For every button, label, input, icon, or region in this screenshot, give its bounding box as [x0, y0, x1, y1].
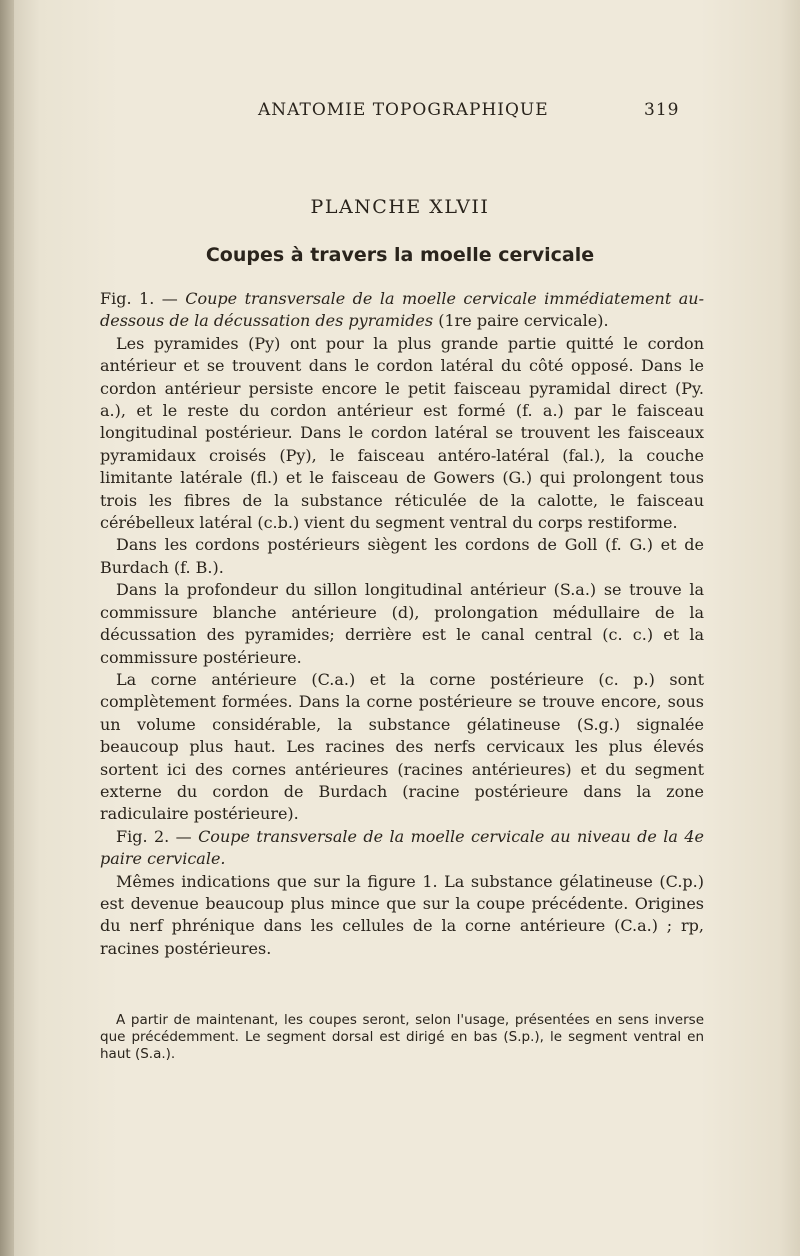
fig1-caption-suffix: (1re paire cervicale). — [433, 311, 609, 331]
fig2-caption — [100, 826, 704, 871]
paragraph: La corne antérieure (C.a.) et la corne postérieure (c. p.) sont complètement formées. Dans la corne postérieure se trouve encore, sous un volume considérable, la substance gélatineuse (S.g.) signalée beaucoup plus haut. Les racines des nerfs cervicaux les plus élevés sortent ici des cornes antérieures (racines antérieures) et du segment externe du cordon de Burdach (racine postérieure dans la zone radiculaire postérieure). — [100, 669, 704, 824]
body-text — [100, 288, 704, 960]
paragraph: Mêmes indications que sur la figure 1. La substance gélatineuse (C.p.) est devenue beaucoup plus mince que sur la coupe précédente. Origines du nerf phrénique dans les cellules de la corne antérieure (C.a.) ; rp, racines postérieures. — [100, 871, 704, 958]
page-number: 319 — [644, 100, 680, 120]
footnote: A partir de maintenant, les coupes seront, selon l'usage, présentées en sens inverse que précédemment. Le segment dorsal est dirigé en bas (S.p.), le segment ventral en haut (S.a.). — [100, 1012, 704, 1062]
fig2-label: Fig. 2. — — [116, 826, 199, 846]
fig1-label: Fig. 1. — — [100, 289, 186, 308]
fig1-caption — [100, 288, 704, 333]
section-title: Coupes à travers la moelle cervicale — [205, 244, 595, 266]
paragraph: Dans les cordons postérieurs siègent les cordons de Goll (f. G.) et de Burdach (f. B.). — [100, 535, 704, 577]
fig2-caption-text: Coupe transversale de la moelle cervicale au niveau de la 4e paire cervicale. — [100, 826, 705, 869]
running-head-title: ANATOMIE TOPOGRAPHIQUE — [258, 100, 549, 120]
paragraph: Les pyramides (Py) ont pour la plus grande partie quitté le cordon antérieur et se trouvent dans le cordon latéral du côté opposé. Dans le cordon antérieur persiste encore le petit faisceau pyramidal direct (Py. a.), et le reste du cordon antérieur est formé (f. a.) par le faisceau longitudinal postérieur. Dans le cordon latéral se trouvent les faisceaux pyramidaux croisés (Py), le faisceau antéro-latéral (fal.), la couche limitante latérale (fl.) et le faisceau de Gowers (G.) qui prolongent tous trois les fibres de la substance réticulée de la calotte, le faisceau cérébelleux latéral (c.b.) vient du segment ventral du corps restiforme. — [100, 333, 704, 533]
paragraph: Dans la profondeur du sillon longitudinal antérieur (S.a.) se trouve la commissure blanche antérieure (d), prolongation médullaire de la décussation des pyramides; derrière est le canal central (c. c.) et la commissure postérieure. — [100, 580, 704, 667]
book-spine-shadow — [0, 0, 14, 1256]
plate-title: PLANCHE XLVII — [310, 196, 490, 218]
fig1-caption-text: Coupe transversale de la moelle cervicale immédiatement au-dessous de la décussation des pyramides — [100, 289, 704, 331]
